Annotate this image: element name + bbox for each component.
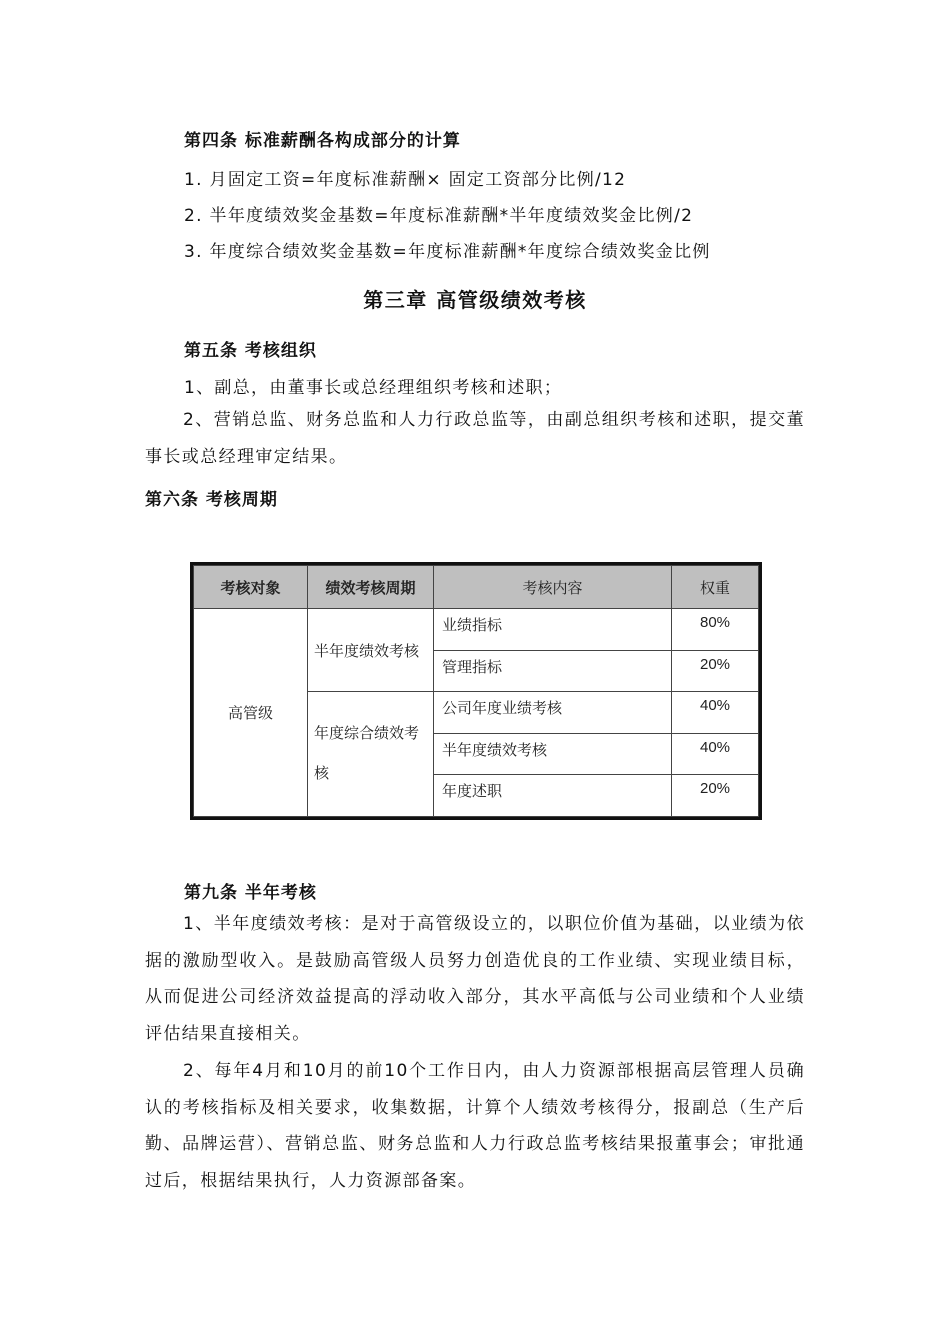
weight-cell: 40% bbox=[672, 733, 759, 775]
content-cell: 业绩指标 bbox=[434, 609, 672, 651]
section9-paragraph-1 bbox=[145, 906, 805, 1052]
header-weight: 权重 bbox=[672, 566, 759, 609]
content-cell: 年度述职 bbox=[434, 775, 672, 817]
section9-paragraph-2-text: 2、每年4月和10月的前10个工作日内，由人力资源部根据高层管理人员确认的考核指标及相关要求，收集数据，计算个人绩效考核得分，报副总（生产后勤、品牌运营）、营销总监、财务总监和人力行政总监考核结果报董事会；审批通过后，根据结果执行，人力资源部备案。 bbox=[145, 1061, 805, 1191]
content-cell: 半年度绩效考核 bbox=[434, 733, 672, 775]
section5-paragraph-2-text: 2、营销总监、财务总监和人力行政总监等，由副总组织考核和述职，提交董事长或总经理审定结果。 bbox=[145, 410, 805, 467]
section4-title: 第四条 标准薪酬各构成部分的计算 bbox=[184, 131, 461, 151]
section9-paragraph-1-text: 1、半年度绩效考核：是对于高管级设立的，以职位价值为基础，以业绩为依据的激励型收入。是鼓励高管级人员努力创造优良的工作业绩、实现业绩目标，从而促进公司经济效益提高的浮动收入部分，其水平高低与公司业绩和个人业绩评估结果直接相关。 bbox=[145, 914, 805, 1044]
weight-cell: 80% bbox=[672, 609, 759, 651]
section9-paragraph-2 bbox=[145, 1053, 805, 1199]
object-cell: 高管级 bbox=[194, 609, 308, 817]
table-row bbox=[194, 609, 759, 651]
section5-paragraph-2 bbox=[145, 402, 805, 475]
header-content: 考核内容 bbox=[434, 566, 672, 609]
section5-title: 第五条 考核组织 bbox=[184, 341, 317, 361]
weight-cell: 40% bbox=[672, 692, 759, 734]
section4-item-2: 2. 半年度绩效奖金基数=年度标准薪酬*半年度绩效奖金比例/2 bbox=[184, 206, 694, 226]
header-period: 绩效考核周期 bbox=[308, 566, 434, 609]
table-header-row bbox=[194, 566, 759, 609]
assessment-table bbox=[190, 562, 762, 820]
content-cell: 公司年度业绩考核 bbox=[434, 692, 672, 734]
period-cell-2-text: 年度综合绩效考核 bbox=[314, 725, 420, 783]
section6-title: 第六条 考核周期 bbox=[145, 490, 278, 510]
period-cell-1: 半年度绩效考核 bbox=[308, 609, 434, 692]
section4-item-1: 1. 月固定工资=年度标准薪酬× 固定工资部分比例/12 bbox=[184, 170, 627, 190]
section9-title: 第九条 半年考核 bbox=[184, 883, 317, 903]
period-cell-2 bbox=[308, 692, 434, 817]
header-object: 考核对象 bbox=[194, 566, 308, 609]
section5-paragraph-1: 1、副总，由董事长或总经理组织考核和述职； bbox=[184, 378, 563, 398]
section4-item-3: 3. 年度综合绩效奖金基数=年度标准薪酬*年度综合绩效奖金比例 bbox=[184, 242, 711, 262]
weight-cell: 20% bbox=[672, 650, 759, 692]
chapter-title: 第三章 高管级绩效考核 bbox=[363, 288, 587, 312]
content-cell: 管理指标 bbox=[434, 650, 672, 692]
weight-cell: 20% bbox=[672, 775, 759, 817]
